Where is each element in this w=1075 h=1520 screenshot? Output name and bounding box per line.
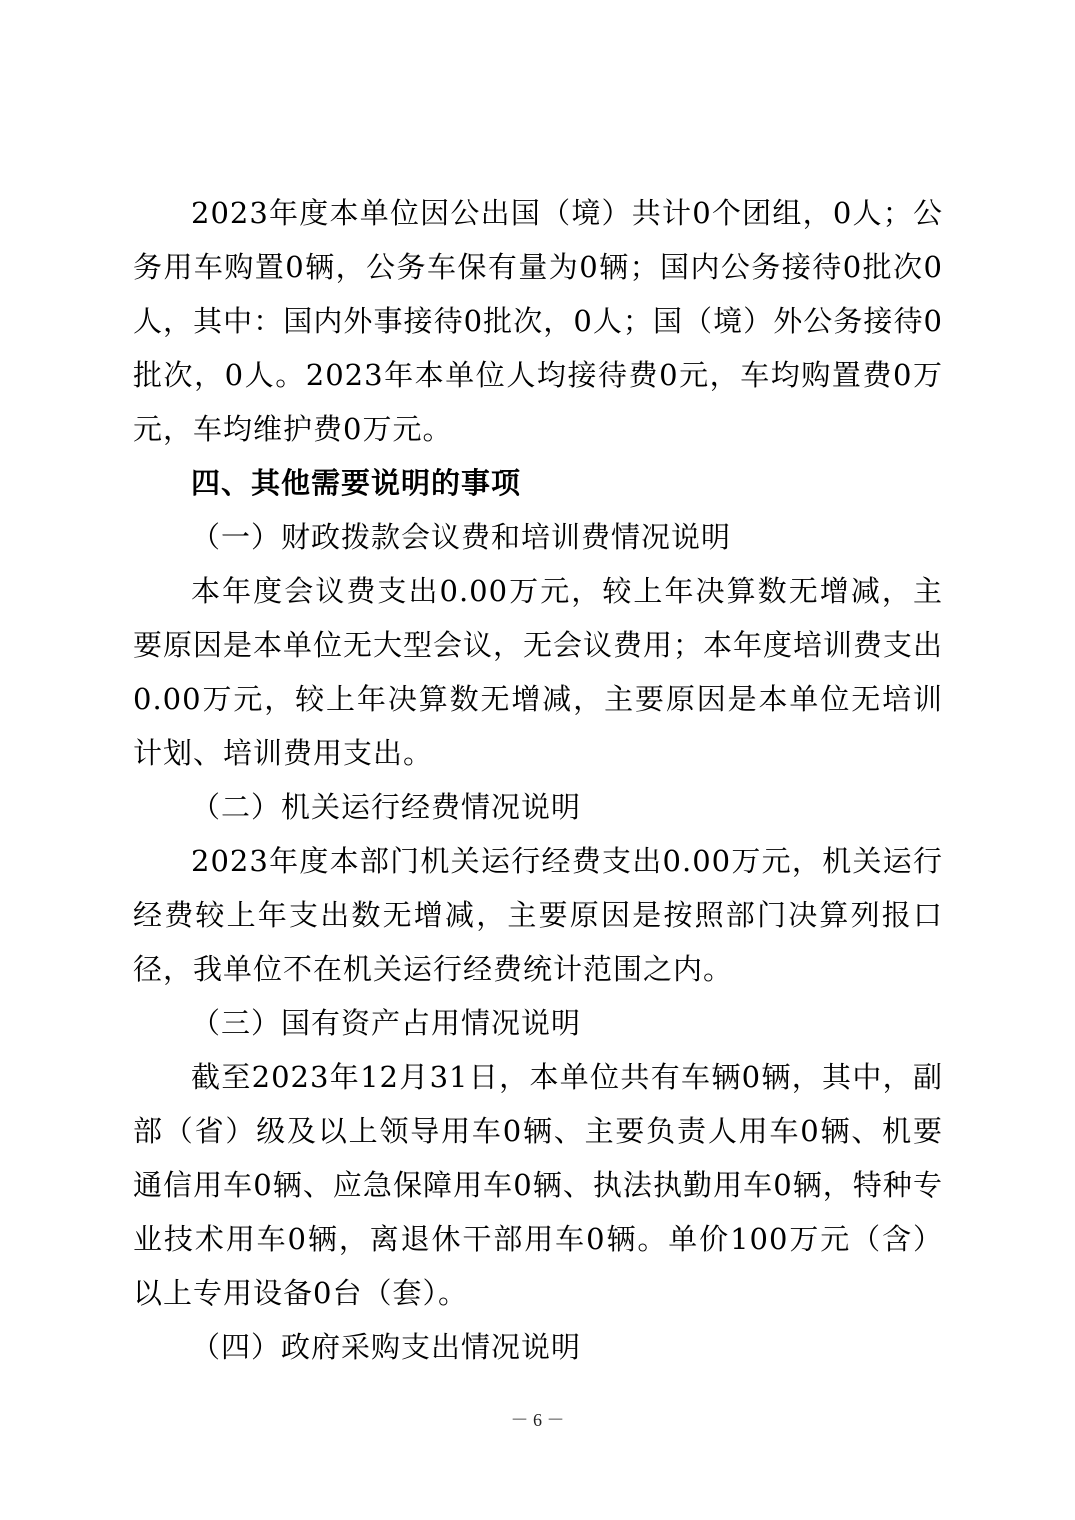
document-body [133,186,943,1374]
paragraph-operating-expenses: 2023年度本部门机关运行经费支出0.00万元，机关运行经费较上年支出数无增减，主要原因是按照部门决算列报口径，我单位不在机关运行经费统计范围之内。 [133,844,943,986]
paragraph-state-assets: 截至2023年12月31日，本单位共有车辆0辆，其中，副部（省）级及以上领导用车0辆、主要负责人用车0辆、机要通信用车0辆、应急保障用车0辆、执法执勤用车0辆，特种专业技术用车0辆，离退休干部用车0辆。单价100万元（含）以上专用设备0台（套）。 [133,1060,943,1310]
subheading-operating-expenses: （二）机关运行经费情况说明 [191,790,582,824]
subheading-meeting-training-fees: （一）财政拨款会议费和培训费情况说明 [191,520,732,554]
paragraph-foreign-trips-vehicles-reception: 2023年度本单位因公出国（境）共计0个团组，0人；公务用车购置0辆，公务车保有量为0辆；国内公务接待0批次0人，其中：国内外事接待0批次，0人；国（境）外公务接待0批次，0人。2023年本单位人均接待费0元，车均购置费0万元，车均维护费0万元。 [133,196,943,446]
section-heading-other-matters: 四、其他需要说明的事项 [191,466,522,500]
paragraph-meeting-training-fees: 本年度会议费支出0.00万元，较上年决算数无增减，主要原因是本单位无大型会议，无会议费用；本年度培训费支出0.00万元，较上年决算数无增减，主要原因是本单位无培训计划、培训费用支出。 [133,574,944,770]
subheading-state-assets: （三）国有资产占用情况说明 [191,1006,582,1040]
subheading-government-procurement: （四）政府采购支出情况说明 [191,1330,582,1364]
page-number: － 6 － [510,1410,565,1430]
